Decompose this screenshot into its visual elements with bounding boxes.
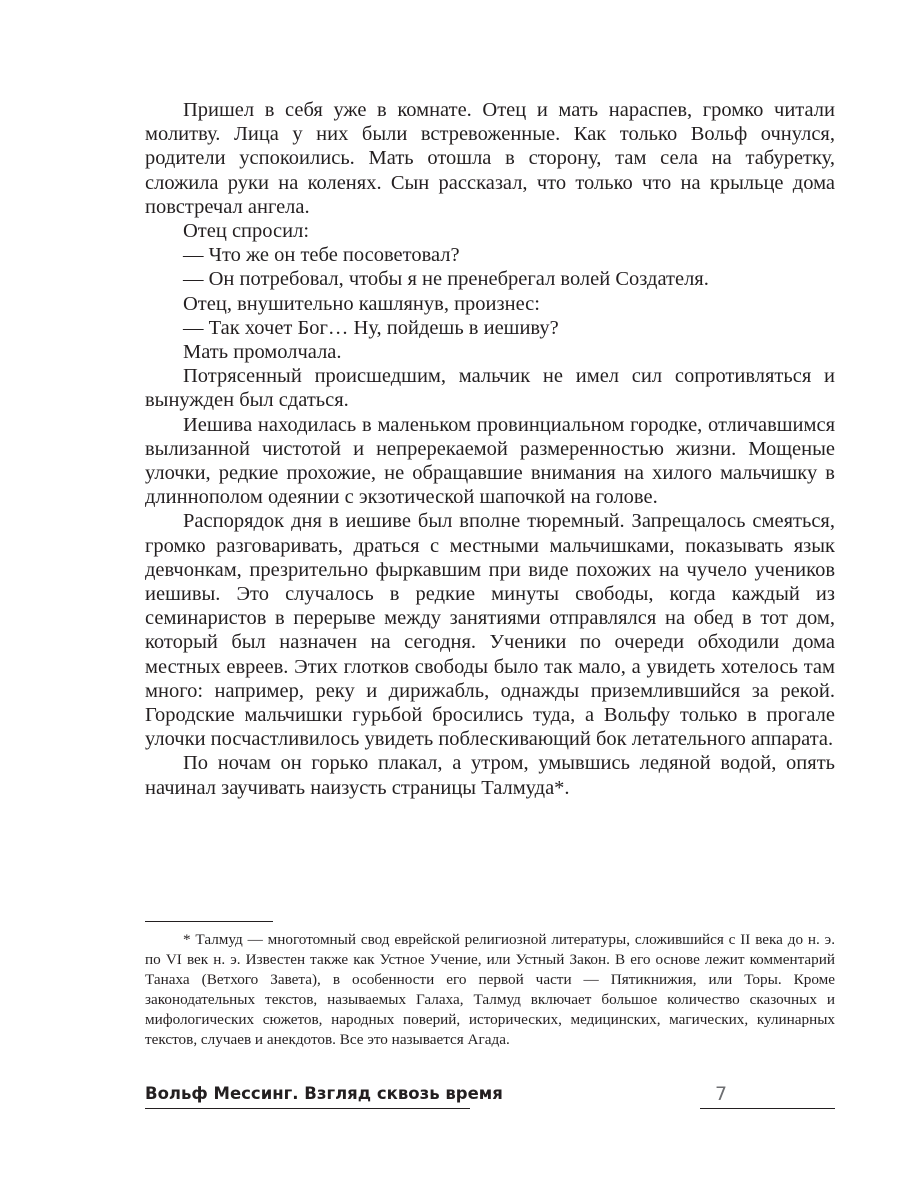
paragraph: Отец спросил: — [183, 220, 310, 243]
main-text — [145, 98, 835, 800]
footnote — [145, 930, 835, 1051]
page-number-underline — [700, 1108, 835, 1109]
paragraph: Мать промолчала. — [183, 341, 342, 364]
paragraph: По ночам он горько плакал, а утром, умывшись ледяной водой, опять начинал заучивать наизусть страницы Талмуда*. — [145, 752, 835, 799]
paragraph: Потрясенный происшедшим, мальчик не имел сил сопротивляться и вынужден был сдаться. — [145, 365, 835, 412]
dialogue-line: — Так хочет Бог… Ну, пойдешь в иешиву? — [183, 316, 559, 339]
paragraph: Пришел в себя уже в комнате. Отец и мать нараспев, громко читали молитву. Лица у них были встревоженные. Как только Вольф очнулся, родители успокоились. Мать отошла в сторону, там села на табуретку, сложила руки на коленях. Сын рассказал, что только что на крыльце дома повстречал ангела. — [145, 99, 835, 218]
paragraph: Отец, внушительно кашлянув, произнес: — [183, 292, 540, 315]
page-number: 7 — [715, 1083, 728, 1105]
running-footer-title: Вольф Мессинг. Взгляд сквозь время — [145, 1084, 503, 1103]
dialogue-line: — Он потребовал, чтобы я не пренебрегал волей Создателя. — [183, 268, 709, 291]
footer-title-underline — [145, 1108, 470, 1109]
dialogue-line: — Что же он тебе посоветовал? — [183, 244, 460, 267]
footnote-divider — [145, 921, 273, 922]
paragraph: Иешива находилась в маленьком провинциальном городке, отличавшимся вылизанной чистотой и непререкаемой размеренностью жизни. Мощеные улочки, редкие прохожие, не обращавшие внимания на хилого мальчишку в длиннополом одеянии с экзотической шапочкой на голове. — [145, 413, 835, 509]
paragraph: Распорядок дня в иешиве был вполне тюремный. Запрещалось смеяться, громко разговаривать, драться с местными мальчишками, показывать язык девчонкам, презрительно фыркавшим при виде похожих на чучело учеников иешивы. Это случалось в редкие минуты свободы, когда каждый из семинаристов в перерыве между занятиями отправлялся на обед в тот дом, который был назначен на сегодня. Ученики по очереди обходили дома местных евреев. Этих глотков свободы было так мало, а увидеть хотелось там много: например, реку и дирижабль, однажды приземлившийся за рекой. Городские мальчишки гурьбой бросились туда, а Вольфу только в прогале улочки посчастливилось увидеть поблескивающий бок летательного аппарата. — [145, 510, 835, 751]
footnote-text: * Талмуд — многотомный свод еврейской религиозной литературы, сложившийся с II века до н. э. по VI век н. э. Известен также как Устное Учение, или Устный Закон. В его основе лежит комментарий Танаха (Ветхого Завета), в особенности его первой части — Пятикнижия, или Торы. Кроме законодательных текстов, называемых Галаха, Талмуд включает большое количество сказочных и мифологических сюжетов, народных поверий, исторических, медицинских, магических, кулинарных текстов, случаев и анекдотов. Все это называется Агада. — [145, 931, 835, 1049]
